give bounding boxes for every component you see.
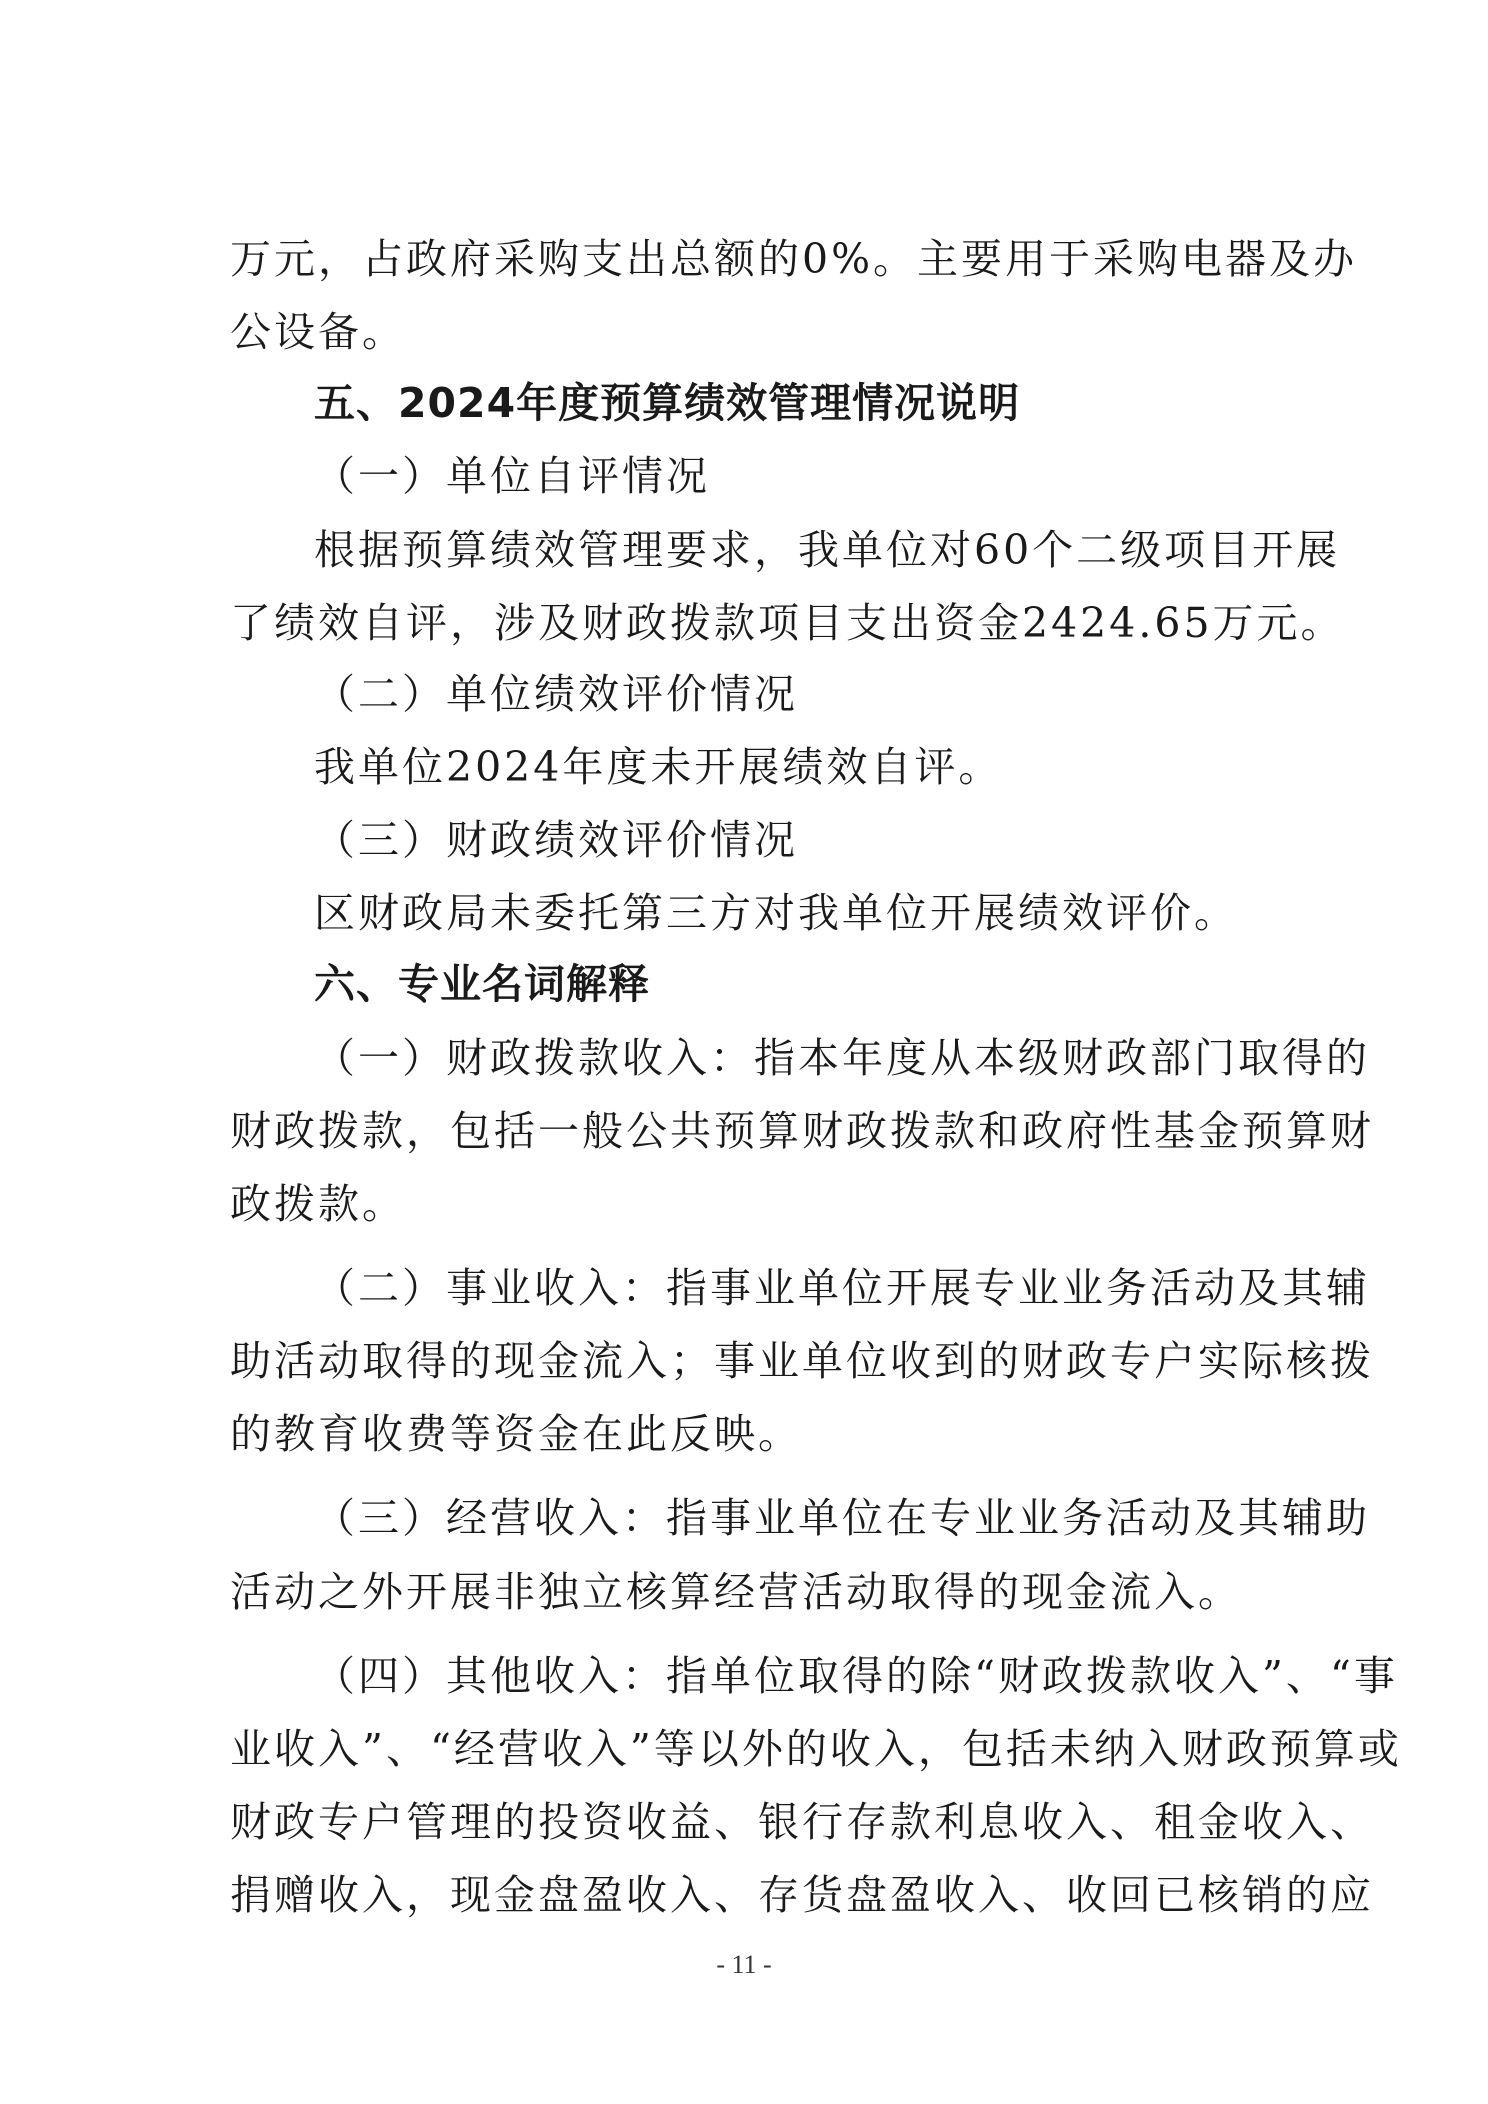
section-heading: 五、2024年度预算绩效管理情况说明	[314, 379, 1021, 427]
body-text-line: 区财政局未委托第三方对我单位开展绩效评价。	[314, 889, 1238, 937]
body-text-line: （二）事业收入：指事业单位开展专业业务活动及其辅	[314, 1264, 1370, 1312]
page-number: - 11 -	[716, 1950, 772, 1979]
body-text-line: 活动之外开展非独立核算经营活动取得的现金流入。	[230, 1568, 1242, 1616]
body-text-line: 财政专户管理的投资收益、银行存款利息收入、租金收入、	[230, 1798, 1374, 1846]
body-text-line: 我单位2024年度未开展绩效自评。	[314, 743, 1003, 791]
body-text-line: 业收入”、“经营收入”等以外的收入，包括未纳入财政预算或	[230, 1725, 1402, 1773]
body-text-line: 公设备。	[230, 308, 406, 356]
body-text-line: （四）其他收入：指单位取得的除“财政拨款收入”、“事	[314, 1652, 1398, 1700]
body-text-line: 根据预算绩效管理要求，我单位对60个二级项目开展	[314, 526, 1341, 574]
subsection-heading: （三）财政绩效评价情况	[314, 816, 798, 864]
body-text-line: 了绩效自评，涉及财政拨款项目支出资金2424.65万元。	[230, 599, 1345, 647]
body-text-line: 财政拨款，包括一般公共预算财政拨款和政府性基金预算财	[230, 1107, 1374, 1155]
body-text-line: 万元，占政府采购支出总额的0%。主要用于采购电器及办	[230, 235, 1358, 283]
subsection-heading: （二）单位绩效评价情况	[314, 670, 798, 718]
body-text-line: 的教育收费等资金在此反映。	[230, 1410, 802, 1458]
section-heading: 六、专业名词解释	[314, 960, 650, 1008]
body-text-line: （三）经营收入：指事业单位在专业业务活动及其辅助	[314, 1494, 1370, 1542]
body-text-line: 助活动取得的现金流入；事业单位收到的财政专户实际核拨	[230, 1337, 1374, 1385]
body-text-line: 政拨款。	[230, 1180, 406, 1228]
body-text-line: 捐赠收入，现金盘盈收入、存货盘盈收入、收回已核销的应	[230, 1871, 1374, 1919]
body-text-line: （一）财政拨款收入：指本年度从本级财政部门取得的	[314, 1034, 1370, 1082]
subsection-heading: （一）单位自评情况	[314, 452, 710, 500]
